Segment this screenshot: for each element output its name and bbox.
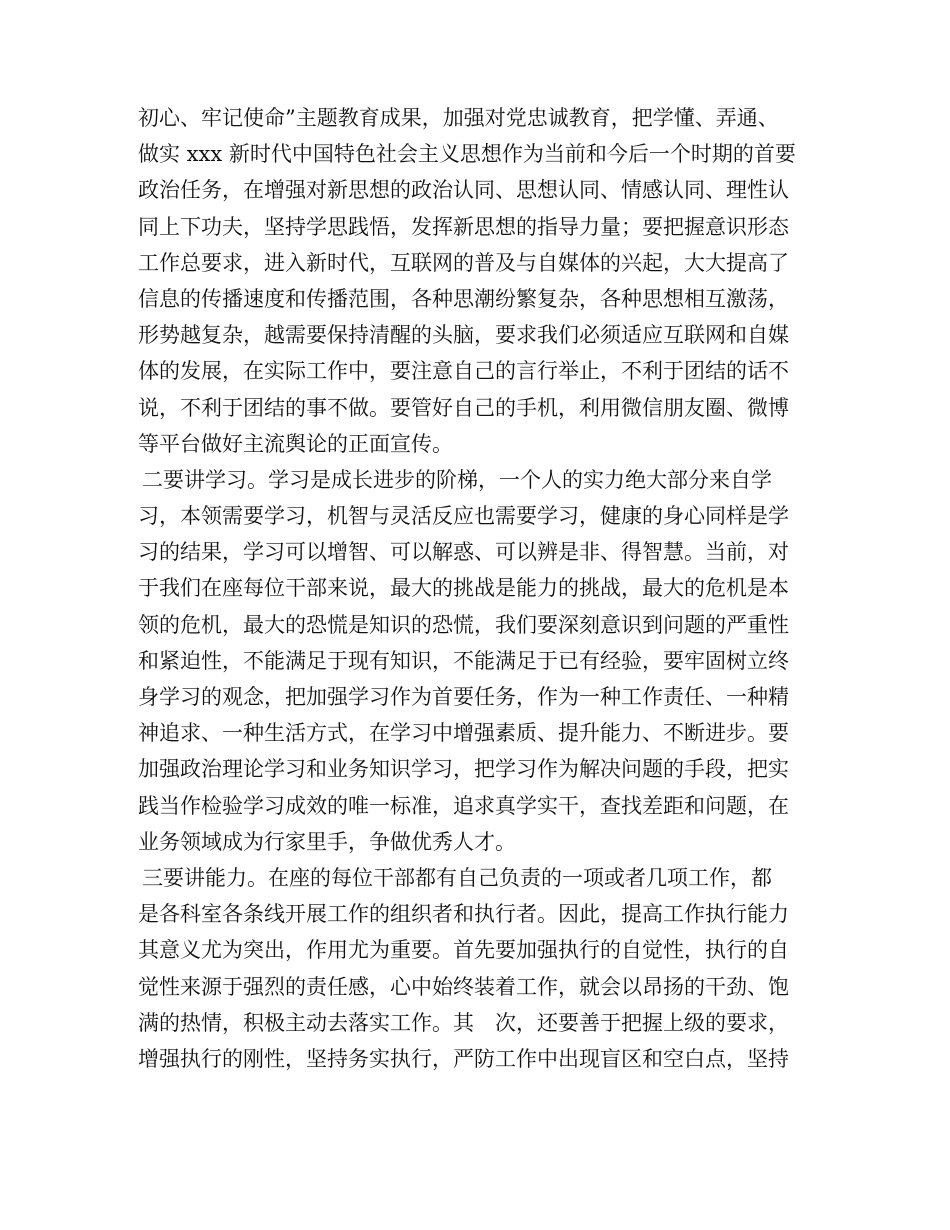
text-line: 其意义尤为突出，作用尤为重要。首先要加强执行的自觉性，执行的自 [138,938,789,963]
paragraph-heading-line: 三要讲能力。在座的每位干部都有自己负责的一项或者几项工作，都 [142,865,772,890]
text-line: 形势越复杂，越需要保持清醒的头脑，要求我们必须适应互联网和自媒 [138,323,789,348]
text-line: 践当作检验学习成效的唯一标准，追求真学实干，查找差距和问题，在 [138,793,789,818]
text-line: 习的结果，学习可以增智、可以解惑、可以辨是非、得智慧。当前，对 [138,540,789,565]
text-line: 增强执行的刚性，坚持务实执行，严防工作中出现盲区和空白点，坚持 [138,1046,789,1071]
text-line: 觉性来源于强烈的责任感，心中始终装着工作，就会以昂扬的干劲、饱 [138,974,789,999]
text-line: 说，不利于团结的事不做。要管好自己的手机，利用微信朋友圈、微博 [138,395,789,420]
text-line: 是各科室各条线开展工作的组织者和执行者。因此，提高工作执行能力 [138,902,789,927]
text-line: 领的危机，最大的恐慌是知识的恐慌，我们要深刻意识到问题的严重性 [138,612,789,637]
paragraph-heading-line: 二要讲学习。学习是成长进步的阶梯，一个人的实力绝大部分来自学 [142,467,772,492]
text-line: 体的发展，在实际工作中，要注意自己的言行举止，不利于团结的话不 [138,359,789,384]
text-line: 政治任务，在增强对新思想的政治认同、思想认同、情感认同、理性认 [138,178,789,203]
document-body [138,100,818,1077]
text-line: 身学习的观念，把加强学习作为首要任务，作为一种工作责任、一种精 [138,685,789,709]
text-line: 等平台做好主流舆论的正面宣传。 [138,431,453,456]
text-line: 满的热情，积极主动去落实工作。其 次，还要善于把握上级的要求， [138,1010,789,1035]
text-line: 和紧迫性，不能满足于现有知识，不能满足于已有经验，要牢固树立终 [138,648,789,673]
text-line: 做实 xxx 新时代中国特色社会主义思想作为当前和今后一个时期的首要 [138,142,796,167]
text-line: 加强政治理论学习和业务知识学习，把学习作为解决问题的手段，把实 [138,757,789,782]
text-line: 神追求、一种生活方式，在学习中增强素质、提升能力、不断进步。要 [138,721,789,746]
text-line: 业务领域成为行家里手，争做优秀人才。 [138,829,516,854]
text-line: 信息的传播速度和传播范围，各种思潮纷繁复杂，各种思想相互激荡， [138,286,789,311]
text-line: 于我们在座每位干部来说，最大的挑战是能力的挑战，最大的危机是本 [138,576,789,601]
text-line: 同上下功夫，坚持学思践悟，发挥新思想的指导力量；要把握意识形态 [138,214,789,239]
text-line: 工作总要求，进入新时代，互联网的普及与自媒体的兴起，大大提高了 [138,250,789,275]
text-line: 初心、牢记使命”主题教育成果，加强对党忠诚教育，把学懂、弄通、 [138,106,779,130]
text-line: 习，本领需要学习，机智与灵活反应也需要学习，健康的身心同样是学 [138,504,789,529]
